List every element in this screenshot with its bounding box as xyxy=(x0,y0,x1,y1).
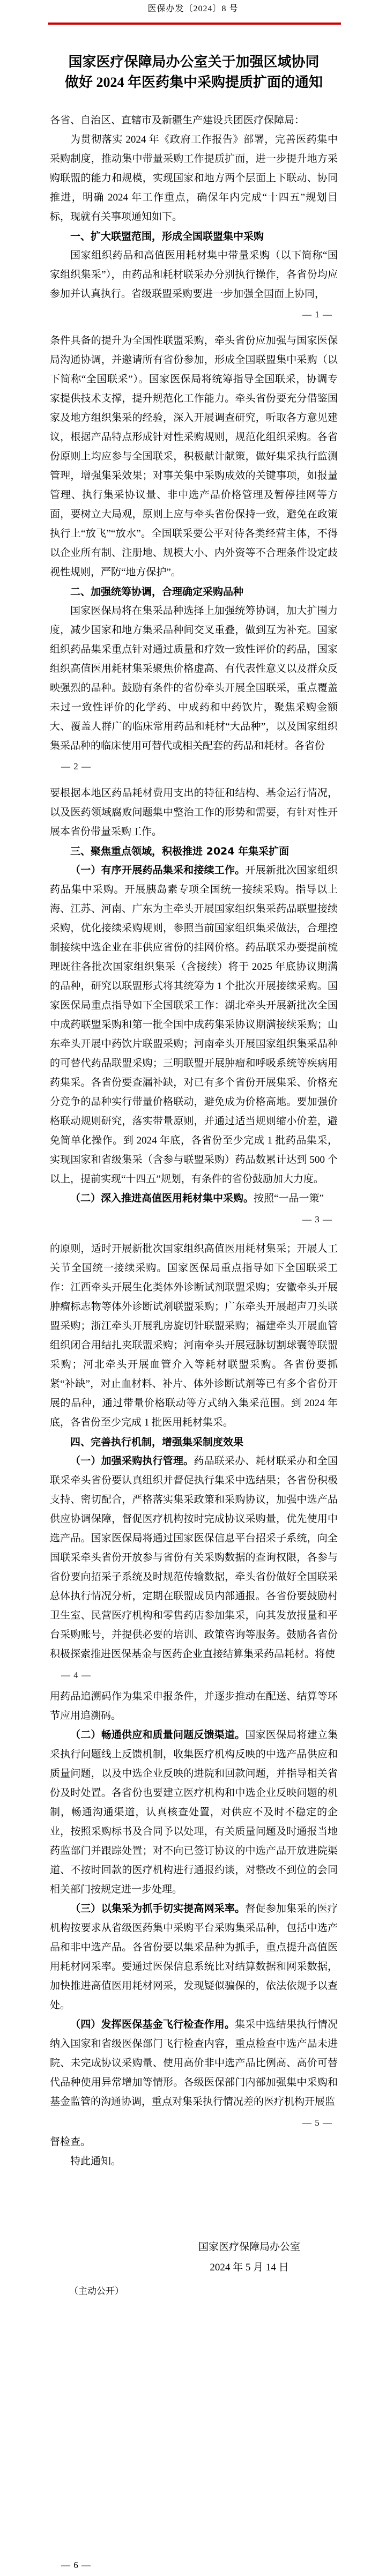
page-number-1: — 1 — xyxy=(302,309,332,320)
section3-item2-lead: （二）深入推进高值医用耗材集中采购。 xyxy=(70,1193,254,1204)
section2-paragraph-part2: 要根据本地区药品耗材费用支出的特征和结构、基金运行情况，以及医药领域腐败问题集中整治工作的形势和需要，有针对性开展本省份带量采购工作。 xyxy=(50,788,338,837)
section3-item2-paragraph-part1 xyxy=(50,1189,338,1208)
section4-item2-paragraph xyxy=(50,1726,338,1899)
section4-item4-body-part1: 集采中选结果执行情况纳入国家和省级医保部门飞行检查内容，重点检查中选产品未进院、未完成协议采购量、使用高价非中选产品比例高、高价可替代品种使用异常增加等情形。各级医保部门内部加强集中采购和基金监管的沟通协调，重点对集采执行情况差的医疗机构开展监 xyxy=(50,2019,338,2107)
page-1 xyxy=(50,52,338,304)
section4-item2-body: 国家医保局将建立集采执行问题线上反馈机制，收集医疗机构反映的中选产品供应和质量问题，以及中选企业反映的进院和回款问题，并指导相关省份及时处置。各省份也要建立医疗机构和中选企业反映问题的机制，畅通沟通渠道，认真核查处置，对供应不及时不稳定的企业，按照采购标书及合同予以处理，有关质量问题及时通报当地药监部门并跟踪处置；对不向已签订协议的中选产品开放进院渠道、不按时回款的医疗机构进行通报约谈，对整改不到位的会同相关部门按规定进一步处理。 xyxy=(50,1729,338,1895)
section1-paragraph-part2: 条件具备的提升为全国性联盟采购，牵头省份应加强与国家医保局沟通协调，并邀请所有省份参加，形成全国联盟集中采购（以下简称“全国联采”）。国家医保局将统筹指导全国联采，协调专家提供技术支撑，提升规范化工作能力。牵头省份要充分借鉴国家及地方组织集采的经验，深入开展调查研究，听取各方意见建议，根据产品特点形成针对性采购规则，规范化组织采购。各省份原则上均应参与全国联采，积极献计献策，做好集采执行监测管理，增强集采效果；对事关集中采购成效的关键事项，如报量管理、执行集采协议量、非中选产品价格管理及暂停挂网等方面，要树立大局观，原则上应与牵头省份保持一致，避免在政策执行上“放飞”“放水”。全国联采要公平对待各类经营主体，不得以企业所有制、注册地、规模大小、内外资等不合理条件设定歧视性规则，严防“地方保护”。 xyxy=(50,335,338,578)
section3-item1-body: 开展新批次国家组织药品集中采购。开展胰岛素专项全国统一接续采购。指导以上海、江苏、河南、广东为主牵头开展国家组织集采药品联盟接续采购，优化接续采购规则，参照当前国家组织集采做法，合理控制接续中选企业在非供应省份的挂网价格。药品联采办要提前梳理既往各批次国家组织集采（含接续）将于 2025 年底协议期满的品种，研究以联盟形式将其统筹为 1 个批次开展接续采购。国家医保局重点指导如下全国联采工作：湖北牵头开展新批次全国中成药联盟采购和第一批全国中成药集采协议期满接续采购；山东牵头开展中药饮片联盟采购；河南牵头开展国家组织集采品种的可替代药品联盟采购；三明联盟开展肿瘤和呼吸系统等疾病用药集采。各省份要查漏补缺，对已有多个省份开展集采、价格充分竞争的品种实行带量价格联动，避免成为价格高地。要加强价格联动规则研究，落实带量原则，并通过适当规则缩小价差，避免简单化操作。到 2024 年底，各省份至少完成 1 批药品集采，实现国家和省级集采（含参与联盟采购）药品数累计达到 500 个以上，提前实现“十四五”规划，有条件的省份鼓励加大力度。 xyxy=(50,865,338,1185)
page-number-6: — 6 — xyxy=(61,2560,91,2570)
section4-item2-lead: （二）畅通供应和质量问题反馈渠道。 xyxy=(70,1729,246,1741)
page-3 xyxy=(50,784,338,1208)
section4-item3-paragraph xyxy=(50,1899,338,2015)
doc-number: 医保办发〔2024〕8 号 xyxy=(147,4,239,13)
page-number-5: — 5 — xyxy=(302,2118,332,2128)
section3-item1-paragraph xyxy=(50,861,338,1189)
section4-item3-lead: （三）以集采为抓手切实提高网采率。 xyxy=(70,1903,246,1914)
section1-paragraph-part1: 国家组织药品和高值医用耗材集中带量采购（以下简称“国家组织集采”），由药品和耗材联采办分别执行操作，各省份均应参加并认真执行。省级联盟采购要进一步加强全国面上协同， xyxy=(50,250,338,300)
red-divider-line xyxy=(48,23,341,25)
title-line-2: 做好 2024 年医药集中采购提质扩面的通知 xyxy=(64,75,323,90)
page-number-2: — 2 — xyxy=(61,761,91,771)
section4-item4-paragraph-part2: 督检查。 xyxy=(50,2136,91,2148)
section3-item1-lead: （一）有序开展药品集采和接续工作。 xyxy=(70,865,246,876)
page-2 xyxy=(50,331,338,756)
page-number-4: — 4 — xyxy=(61,1670,91,1680)
page-number-3: — 3 — xyxy=(302,1214,332,1224)
salutation: 各省、自治区、直辖市及新疆生产建设兵团医疗保障局： xyxy=(50,115,305,126)
section4-item4-lead: （四）发挥医保基金飞行检查作用。 xyxy=(70,2019,235,2030)
signature-org: 国家医疗保障局办公室 xyxy=(198,2241,300,2253)
section3-item2-body-part1: 按照“一品一策” xyxy=(254,1193,324,1204)
disclosure-note: （主动公开） xyxy=(69,2286,124,2296)
closing-line: 特此通知。 xyxy=(70,2156,122,2167)
section2-heading: 二、加强统筹协调，合理确定采购品种 xyxy=(70,586,244,598)
page-4 xyxy=(50,1239,338,1664)
signature-date: 2024 年 5 月 14 日 xyxy=(210,2262,289,2273)
section2-paragraph-part1: 国家医保局将在集采品种选择上加强统筹协调，加大扩围力度，减少国家和地方集采品种间交叉重叠，做到互为补充。国家组织药品集采重点针对通过质量和疗效一致性评价的药品，国家组织高值医用耗材集采聚焦价格虚高、有代表性意义以及群众反映强烈的品种。鼓励有条件的省份牵头开展全国联采，重点覆盖未过一致性评价的化学药、中成药和中药饮片，聚焦采购金额大、覆盖人群广的临床常用药品和耗材“大品种”，以及国家组织集采品种的临床使用可替代或相关配套的药品和耗材。各省份 xyxy=(50,605,338,752)
section4-item1-paragraph-part1 xyxy=(50,1452,338,1664)
section3-item2-paragraph-part2: 的原则，适时开展新批次国家组织高值医用耗材集采；开展人工关节全国统一接续采购。国家医保局重点指导如下全国联采工作：江西牵头开展生化类体外诊断试剂联盟采购；安徽牵头开展肿瘤标志物等体外诊断试剂联盟采购；广东牵头开展超声刀头联盟采购；浙江牵头开展乳房旋切针联盟采购；福建牵头开展血管组织闭合用结扎夹联盟采购；河南牵头开展冠脉切割球囊等联盟采购；河北牵头开展血管介入等耗材联盟采购。各省份要抓紧“补缺”，对止血材料、补片、体外诊断试剂等已有多个省份开展的品种，通过带量价格联动等方式纳入集采范围。到 2024 年底，各省份至少完成 1 批医用耗材集采。 xyxy=(50,1243,338,1428)
page-5 xyxy=(50,1687,338,2112)
page-6 xyxy=(50,2133,338,2301)
section4-item1-lead: （一）加强采购执行管理。 xyxy=(70,1456,194,1467)
section4-item4-paragraph-part1 xyxy=(50,2015,338,2112)
section4-item1-body-part1: 药品联采办、耗材联采办和全国联采牵头省份要认真组织并督促执行集采中选结果；各省份积极支持、密切配合，严格落实集采政策和采购协议，加强中选产品供应协调保障，督促医疗机构按时完成协议采购量，优先使用中选产品。国家医保局将通过国家医保信息平台招采子系统，向全国联采牵头省份开放参与省份有关采购数据的查询权限，各参与省份要向招采子系统及时规范传输数据，牵头省份做好全国联采总体执行情况分析，定期在联盟成员内部通报。各省份要鼓励村卫生室、民营医疗机构和零售药店参加集采，向其发放报量和平台采购账号，并提供必要的培训、政策咨询等服务。鼓励各省份积极探索推进医保基金与医药企业直接结算集采药品耗材。将使 xyxy=(50,1456,338,1660)
section4-item1-paragraph-part2: 用药品追溯码作为集采申报条件，并逐步推动在配送、结算等环节应用追溯码。 xyxy=(50,1691,338,1721)
intro-paragraph: 为贯彻落实 2024 年《政府工作报告》部署，完善医药集中采购制度，推动集中带量采购工作提质扩面，进一步提升地方采购联盟的能力和规模，实现国家和地方两个层面上下联动、协同推进，明确 2024 年工作重点，确保年内完成“十四五”规划目标，现就有关事项通知如下。 xyxy=(50,134,338,222)
title-line-1: 国家医疗保障局办公室关于加强区域协同 xyxy=(68,54,320,70)
section1-heading: 一、扩大联盟范围，形成全国联盟集中采购 xyxy=(70,231,264,242)
section4-item3-body: 督促参加集采的医疗机构按要求从省级医药集中采购平台采购集采品种，包括中选产品和非中选产品。各省份要以集采品种为抓手，重点提升高值医用耗材网采率。要通过医保信息系统比对结算数据和网采数据，加快推进高值医用耗材网采，发现疑似骗保的，依法依规予以查处。 xyxy=(50,1903,338,2011)
document-title xyxy=(50,52,338,93)
section3-heading: 三、聚焦重点领域，积极推进 2024 年集采扩面 xyxy=(70,845,290,857)
signature-block xyxy=(174,2237,324,2278)
section4-heading: 四、完善执行机制，增强集采制度效果 xyxy=(70,1436,244,1448)
